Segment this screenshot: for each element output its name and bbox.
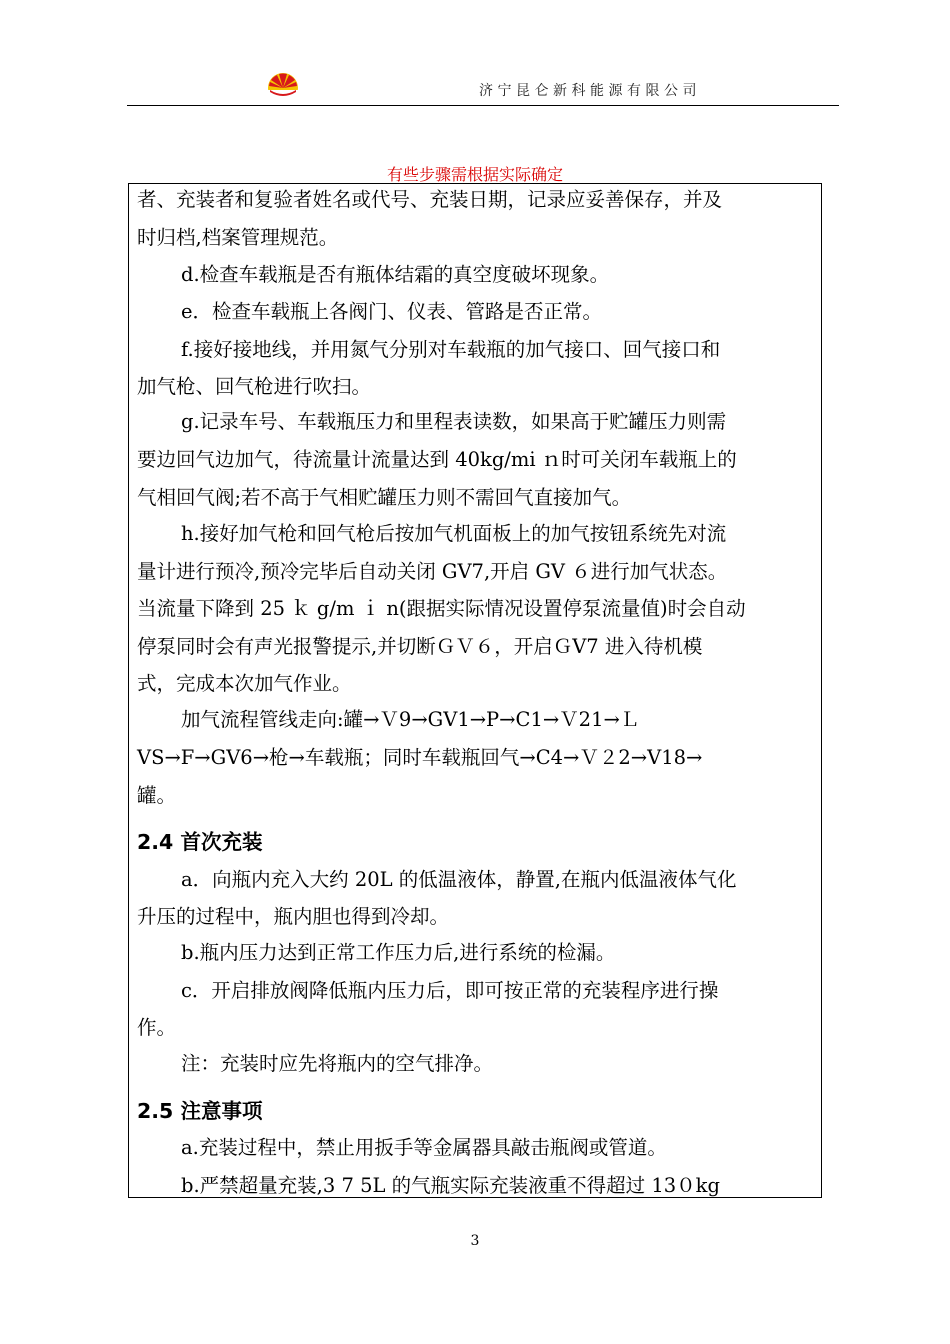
paragraph-line: 者、充装者和复验者姓名或代号、充装日期，记录应妥善保存，并及 — [137, 188, 723, 211]
paragraph-line: 作。 — [137, 1016, 177, 1039]
paragraph-line: 气相回气阀;若不高于气相贮罐压力则不需回气直接加气。 — [137, 486, 632, 509]
paragraph-line: 罐。 — [137, 784, 177, 807]
paragraph-line: 当流量下降到 25 ｋ g/m ｉ n(跟据实际情况设置停泵流量值)时会自动 — [137, 597, 746, 620]
paragraph-line: 量计进行预冷,预冷完毕后自动关闭 GV7,开启 GV ６进行加气状态。 — [137, 560, 728, 583]
page-number: 3 — [470, 1233, 480, 1249]
paragraph-line: 加气枪、回气枪进行吹扫。 — [137, 375, 372, 398]
header-rule — [127, 105, 839, 106]
page-header — [127, 70, 839, 106]
paragraph-line: g.记录车号、车载瓶压力和里程表读数，如果高于贮罐压力则需 — [181, 410, 727, 433]
company-name: 济宁昆仑新科能源有限公司 — [479, 83, 701, 99]
paragraph-line: 停泵同时会有声光报警提示,并切断ＧＶ６，开启ＧV7 进入待机模 — [137, 635, 703, 658]
paragraph-line: VS→F→GV6→枪→车载瓶；同时车载瓶回气→C4→Ｖ２2→V18→ — [137, 746, 703, 769]
company-logo-icon — [267, 72, 299, 104]
section-heading: 2.5 注意事项 — [137, 1099, 263, 1123]
paragraph-line: h.接好加气枪和回气枪后按加气机面板上的加气按钮系统先对流 — [181, 522, 727, 545]
section-heading: 2.4 首次充装 — [137, 830, 263, 854]
notice-text: 有些步骤需根据实际确定 — [386, 165, 563, 184]
paragraph-line: 升压的过程中，瓶内胆也得到冷却。 — [137, 905, 450, 928]
paragraph-line: 要边回气边加气，待流量计流量达到 40kg/mi ｎ时可关闭车载瓶上的 — [137, 448, 737, 471]
paragraph-line: f.接好接地线，并用氮气分别对车载瓶的加气接口、回气接口和 — [181, 338, 721, 361]
paragraph-line: 注：充装时应先将瓶内的空气排净。 — [181, 1052, 494, 1075]
paragraph-line: a.充装过程中，禁止用扳手等金属器具敲击瓶阀或管道。 — [181, 1136, 667, 1159]
paragraph-line: a．向瓶内充入大约 20L 的低温液体，静置,在瓶内低温液体气化 — [181, 868, 737, 891]
paragraph-line: e．检查车载瓶上各阀门、仪表、管路是否正常。 — [181, 300, 603, 323]
paragraph-line: b.瓶内压力达到正常工作压力后,进行系统的检漏。 — [181, 941, 616, 964]
paragraph-line: c．开启排放阀降低瓶内压力后，即可按正常的充装程序进行操 — [181, 979, 719, 1002]
paragraph-line: 加气流程管线走向:罐→Ｖ9→GV1→P→C1→Ｖ21→Ｌ — [181, 708, 640, 731]
paragraph-line: d.检查车载瓶是否有瓶体结霜的真空度破坏现象。 — [181, 263, 610, 286]
paragraph-line: 式，完成本次加气作业。 — [137, 672, 352, 695]
paragraph-line: b.严禁超量充装,3 7 5L 的气瓶实际充装液重不得超过 13０kg — [181, 1174, 720, 1197]
paragraph-line: 时归档,档案管理规范。 — [137, 226, 339, 249]
